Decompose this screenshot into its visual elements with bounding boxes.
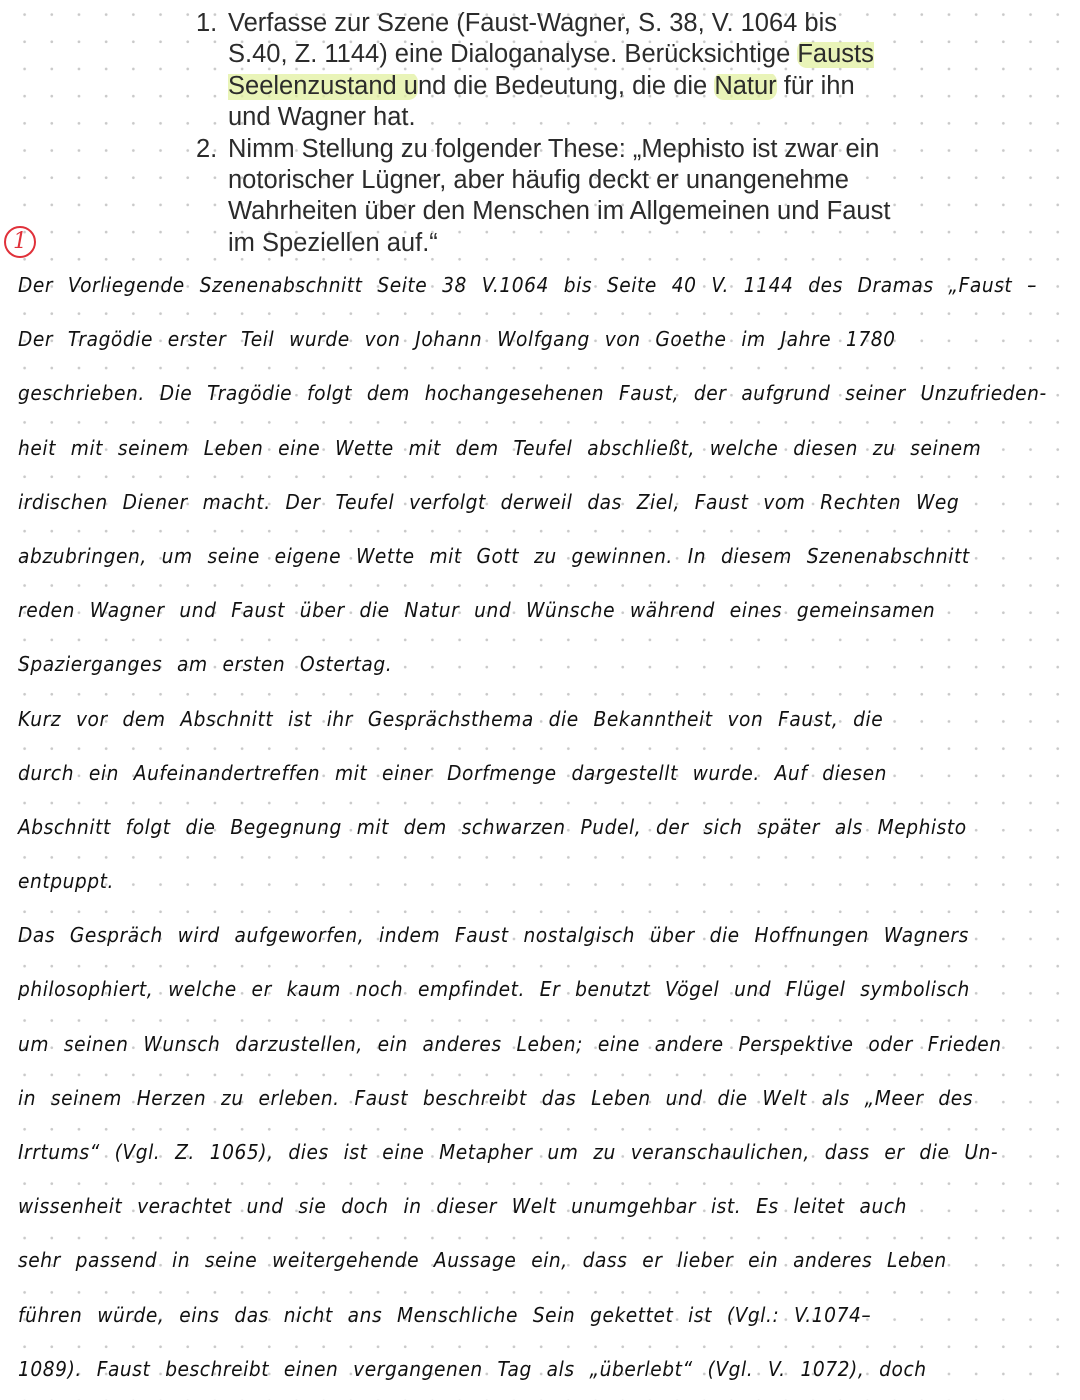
handwritten-line: Der Tragödie erster Teil wurde von Johann Wolfgang von Goethe im Jahre 1780 — [18, 327, 896, 352]
task-item-1 — [196, 8, 896, 134]
handwritten-line: Kurz vor dem Abschnitt ist ihr Gesprächsthema die Bekanntheit von Faust, die — [18, 706, 884, 731]
handwritten-line: wissenheit verachtet und sie doch in dieser Welt unumgehbar ist. Es leitet auch — [18, 1194, 907, 1219]
handwritten-line: philosophiert, welche er kaum noch empfindet. Er benutzt Vögel und Flügel symbolisch — [18, 977, 970, 1002]
handwritten-line: Der Vorliegende Szenenabschnitt Seite 38 V.1064 bis Seite 40 V. 1144 des Dramas „Faust – — [18, 273, 1037, 297]
handwritten-line: Spazierganges am ersten Ostertag. — [18, 652, 393, 677]
task-text: Verfasse zur Szene (Faust-Wagner, S. 38, V. 1064 bis S.40, Z. 1144) eine Dialoganalyse. Berücksichtige — [228, 9, 838, 69]
task-number: 2. — [196, 134, 218, 163]
handwritten-line: in seinem Herzen zu erleben. Faust beschreibt das Leben und die Welt als „Meer des — [18, 1085, 974, 1110]
handwritten-line: führen würde, eins das nicht ans Menschliche Sein gekettet ist (Vgl.: V.1074– — [18, 1302, 872, 1327]
handwritten-line: geschrieben. Die Tragödie folgt dem hochangesehenen Faust, der aufgrund seiner Unzufrieden- — [18, 381, 1047, 406]
highlighted-text: Fausts Seelenzustand u — [228, 40, 874, 100]
handwritten-line: 1089). Faust beschreibt einen vergangenen Tag als „überlebt“ (Vgl. V. 1072), doch — [18, 1356, 927, 1381]
section-marker-circled-number: 1 — [4, 226, 36, 258]
task-item-2 — [196, 134, 896, 260]
handwritten-line: Irrtums“ (Vgl. Z. 1065), dies ist eine Metapher um zu veranschaulichen, dass er die Un- — [18, 1140, 999, 1164]
handwritten-essay — [18, 262, 1068, 1400]
handwritten-line: durch ein Aufeinandertreffen mit einer Dorfmenge dargestellt wurde. Auf diesen — [18, 760, 887, 785]
task-text: nd die Bedeutung, die die — [417, 71, 715, 100]
handwritten-line: um seinen Wunsch darzustellen, ein anderes Leben; eine andere Perspektive oder Frieden — [18, 1031, 1002, 1056]
handwritten-line: heit mit seinem Leben eine Wette mit dem Teufel abschließt, welche diesen zu seinem — [18, 435, 982, 460]
handwritten-line: entpuppt. — [18, 869, 114, 894]
task-number: 1. — [196, 9, 218, 37]
handwritten-line: reden Wagner und Faust über die Natur und Wünsche während eines gemeinsamen — [18, 598, 936, 623]
highlighted-text: Natur — [714, 71, 777, 100]
handwritten-line: Das Gespräch wird aufgeworfen, indem Faust nostalgisch über die Hoffnungen Wagners — [18, 923, 969, 948]
handwritten-line: irdischen Diener macht. Der Teufel verfolgt derweil das Ziel, Faust vom Rechten Weg — [18, 489, 960, 514]
task-list — [196, 8, 896, 259]
handwritten-line: sehr passend in seine weitergehende Aussage ein, dass er lieber ein anderes Leben — [18, 1248, 947, 1273]
task-text: für ihn und Wagner hat. — [228, 71, 855, 132]
task-text: Nimm Stellung zu folgender These: „Mephisto ist zwar ein notorischer Lügner, aber häufig deckt er unangenehme Wahrheiten über den Menschen im Allgemeinen und Faust im Speziellen auf.“ — [228, 134, 891, 257]
handwritten-line: abzubringen, um seine eigene Wette mit Gott zu gewinnen. In diesem Szenenabschnitt — [18, 543, 970, 568]
handwritten-line: Abschnitt folgt die Begegnung mit dem schwarzen Pudel, der sich später als Mephisto — [18, 814, 967, 839]
